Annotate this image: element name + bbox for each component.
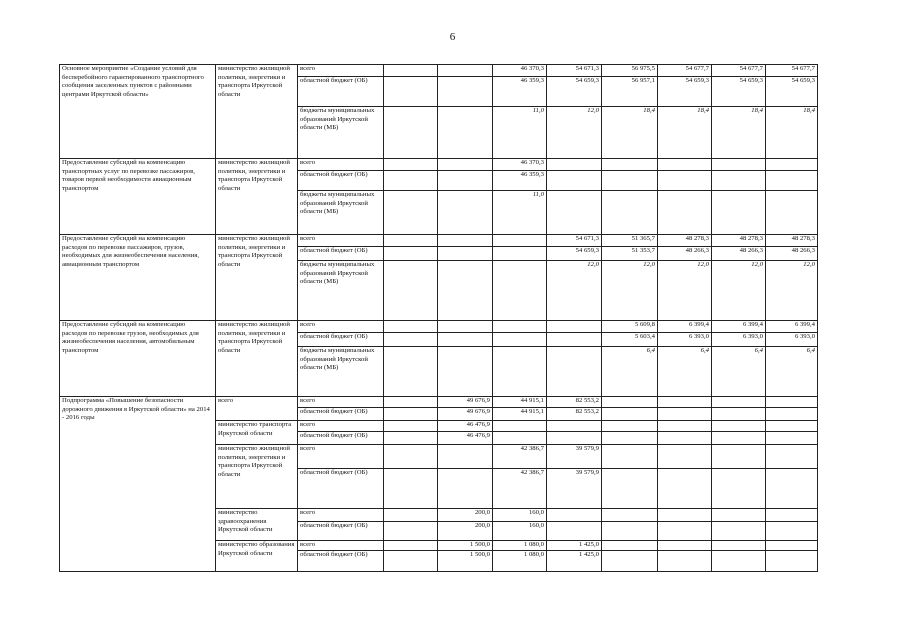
value-cell xyxy=(493,421,547,432)
value-cell: 56 957,1 xyxy=(602,77,658,107)
value-cell: 6,4 xyxy=(766,347,818,397)
budget-table xyxy=(59,64,818,572)
value-cell xyxy=(658,421,712,432)
value-cell: 56 975,5 xyxy=(602,65,658,77)
value-cell xyxy=(658,159,712,171)
value-cell: 46 370,3 xyxy=(493,65,547,77)
table-row xyxy=(60,65,818,77)
value-cell xyxy=(438,77,493,107)
value-cell xyxy=(384,333,438,347)
value-cell: 12,0 xyxy=(547,107,602,159)
value-cell: 12,0 xyxy=(766,261,818,321)
value-cell xyxy=(766,432,818,445)
value-cell xyxy=(384,509,438,522)
value-cell xyxy=(602,397,658,408)
value-cell: 54 677,7 xyxy=(766,65,818,77)
funding-source: всего xyxy=(298,65,384,77)
value-cell xyxy=(712,469,766,509)
value-cell xyxy=(658,171,712,191)
funding-source: областной бюджет (ОБ) xyxy=(298,333,384,347)
executor: министерство жилищной политики, энергетики и транспорта Иркутской области xyxy=(216,235,298,321)
value-cell: 12,0 xyxy=(712,261,766,321)
value-cell: 12,0 xyxy=(658,261,712,321)
value-cell: 46 476,9 xyxy=(438,432,493,445)
value-cell xyxy=(766,191,818,235)
value-cell: 6 399,4 xyxy=(658,321,712,333)
value-cell xyxy=(712,159,766,171)
value-cell xyxy=(602,421,658,432)
value-cell xyxy=(384,445,438,469)
value-cell: 1 425,0 xyxy=(547,550,602,571)
value-cell: 54 659,3 xyxy=(547,77,602,107)
value-cell xyxy=(384,321,438,333)
value-cell: 54 677,7 xyxy=(712,65,766,77)
value-cell xyxy=(658,397,712,408)
value-cell xyxy=(547,347,602,397)
value-cell: 6 393,0 xyxy=(658,333,712,347)
value-cell xyxy=(547,171,602,191)
value-cell xyxy=(602,522,658,541)
value-cell: 18,4 xyxy=(766,107,818,159)
value-cell xyxy=(766,397,818,408)
value-cell xyxy=(602,550,658,571)
value-cell xyxy=(438,347,493,397)
value-cell: 1 425,0 xyxy=(547,541,602,551)
value-cell xyxy=(438,469,493,509)
value-cell xyxy=(438,191,493,235)
value-cell xyxy=(384,159,438,171)
value-cell xyxy=(438,247,493,261)
value-cell: 39 579,9 xyxy=(547,445,602,469)
value-cell xyxy=(766,509,818,522)
table-row xyxy=(60,397,818,408)
value-cell xyxy=(384,432,438,445)
value-cell: 18,4 xyxy=(658,107,712,159)
value-cell xyxy=(438,65,493,77)
value-cell xyxy=(766,541,818,551)
executor: всего xyxy=(216,397,298,421)
value-cell: 11,0 xyxy=(493,107,547,159)
value-cell xyxy=(384,347,438,397)
executor: министерство здравоохранения Иркутской области xyxy=(216,509,298,541)
value-cell xyxy=(547,522,602,541)
value-cell: 1 500,0 xyxy=(438,541,493,551)
subprogram-title: Подпрограмма «Повышение безопасности дорожного движения в Иркутской области» на 2014 - 2016 годы xyxy=(60,397,216,572)
value-cell xyxy=(384,522,438,541)
value-cell: 49 676,9 xyxy=(438,397,493,408)
value-cell xyxy=(602,469,658,509)
value-cell xyxy=(602,408,658,421)
value-cell xyxy=(658,522,712,541)
value-cell: 54 659,3 xyxy=(712,77,766,107)
value-cell: 6,4 xyxy=(712,347,766,397)
value-cell xyxy=(658,469,712,509)
executor: министерство жилищной политики, энергетики и транспорта Иркутской области xyxy=(216,321,298,397)
value-cell xyxy=(658,445,712,469)
value-cell: 54 659,3 xyxy=(766,77,818,107)
value-cell xyxy=(384,77,438,107)
value-cell: 54 677,7 xyxy=(658,65,712,77)
value-cell: 48 278,3 xyxy=(658,235,712,247)
value-cell xyxy=(547,191,602,235)
value-cell xyxy=(766,522,818,541)
value-cell xyxy=(766,550,818,571)
value-cell xyxy=(547,509,602,522)
value-cell: 6,4 xyxy=(658,347,712,397)
value-cell xyxy=(658,432,712,445)
value-cell xyxy=(602,509,658,522)
funding-source: областной бюджет (ОБ) xyxy=(298,247,384,261)
value-cell: 1 500,0 xyxy=(438,550,493,571)
value-cell xyxy=(658,408,712,421)
value-cell xyxy=(384,408,438,421)
value-cell xyxy=(712,522,766,541)
value-cell: 51 353,7 xyxy=(602,247,658,261)
table-row xyxy=(60,235,818,247)
value-cell xyxy=(384,550,438,571)
value-cell xyxy=(384,397,438,408)
value-cell xyxy=(438,171,493,191)
table-row xyxy=(60,321,818,333)
executor: министерство жилищной политики, энергетики и транспорта Иркутской области xyxy=(216,65,298,159)
value-cell: 54 671,3 xyxy=(547,65,602,77)
value-cell xyxy=(384,421,438,432)
funding-source: областной бюджет (ОБ) xyxy=(298,550,384,571)
value-cell: 51 365,7 xyxy=(602,235,658,247)
value-cell xyxy=(658,509,712,522)
value-cell xyxy=(766,408,818,421)
funding-source: областной бюджет (ОБ) xyxy=(298,522,384,541)
value-cell xyxy=(712,541,766,551)
value-cell xyxy=(658,541,712,551)
value-cell: 1 080,0 xyxy=(493,550,547,571)
value-cell: 46 370,3 xyxy=(493,159,547,171)
value-cell: 54 659,3 xyxy=(658,77,712,107)
value-cell: 12,0 xyxy=(602,261,658,321)
value-cell xyxy=(493,247,547,261)
activity-title: Предоставление субсидий на компенсацию транспортных услуг по перевозке пассажиров, товаров первой необходимости авиационным транспортом xyxy=(60,159,216,235)
funding-source: областной бюджет (ОБ) xyxy=(298,432,384,445)
value-cell: 42 386,7 xyxy=(493,445,547,469)
value-cell: 39 579,9 xyxy=(547,469,602,509)
value-cell: 6 399,4 xyxy=(766,321,818,333)
value-cell xyxy=(712,550,766,571)
funding-source: бюджеты муниципальных образований Иркутской области (МБ) xyxy=(298,107,384,159)
value-cell xyxy=(384,235,438,247)
value-cell xyxy=(547,432,602,445)
value-cell xyxy=(547,159,602,171)
value-cell: 48 266,3 xyxy=(658,247,712,261)
value-cell xyxy=(438,333,493,347)
value-cell xyxy=(712,408,766,421)
value-cell: 6 399,4 xyxy=(712,321,766,333)
activity-title: Основное мероприятие «Создание условий для бесперебойного гарантированного транспортного сообщения заселенных пунктов с районными центрами Иркутской области» xyxy=(60,65,216,159)
value-cell xyxy=(712,445,766,469)
funding-source: бюджеты муниципальных образований Иркутской области (МБ) xyxy=(298,261,384,321)
table-row xyxy=(60,159,818,171)
value-cell xyxy=(602,159,658,171)
value-cell: 49 676,9 xyxy=(438,408,493,421)
funding-source: всего xyxy=(298,321,384,333)
value-cell: 160,0 xyxy=(493,509,547,522)
value-cell xyxy=(438,445,493,469)
value-cell xyxy=(602,432,658,445)
value-cell xyxy=(658,550,712,571)
value-cell: 82 553,2 xyxy=(547,397,602,408)
value-cell xyxy=(493,321,547,333)
value-cell xyxy=(384,171,438,191)
value-cell xyxy=(766,171,818,191)
activity-title: Предоставление субсидий на компенсацию расходов по перевозке грузов, необходимых для жизнеобеспечения населения, автомобильным транспортом xyxy=(60,321,216,397)
value-cell xyxy=(712,509,766,522)
activity-title: Предоставление субсидий на компенсацию расходов по перевозке пассажиров, грузов, необходимых для жизнеобеспечения населения, авиационным транспортом xyxy=(60,235,216,321)
value-cell: 6,4 xyxy=(602,347,658,397)
value-cell: 200,0 xyxy=(438,522,493,541)
value-cell xyxy=(712,432,766,445)
value-cell: 44 915,1 xyxy=(493,408,547,421)
funding-source: бюджеты муниципальных образований Иркутской области (МБ) xyxy=(298,347,384,397)
executor: министерство жилищной политики, энергетики и транспорта Иркутской области xyxy=(216,159,298,235)
value-cell: 6 393,0 xyxy=(712,333,766,347)
value-cell: 6 393,0 xyxy=(766,333,818,347)
value-cell xyxy=(766,469,818,509)
value-cell: 48 278,3 xyxy=(712,235,766,247)
funding-source: всего xyxy=(298,159,384,171)
funding-source: всего xyxy=(298,509,384,522)
value-cell: 48 266,3 xyxy=(712,247,766,261)
value-cell xyxy=(547,333,602,347)
value-cell: 200,0 xyxy=(438,509,493,522)
funding-source: всего xyxy=(298,445,384,469)
value-cell: 48 266,3 xyxy=(766,247,818,261)
value-cell xyxy=(547,421,602,432)
value-cell xyxy=(493,333,547,347)
value-cell xyxy=(766,159,818,171)
funding-source: областной бюджет (ОБ) xyxy=(298,469,384,509)
funding-source: всего xyxy=(298,421,384,432)
value-cell: 48 278,3 xyxy=(766,235,818,247)
value-cell xyxy=(712,191,766,235)
executor: министерство жилищной политики, энергетики и транспорта Иркутской области xyxy=(216,445,298,509)
value-cell xyxy=(384,107,438,159)
funding-source: всего xyxy=(298,397,384,408)
value-cell xyxy=(438,107,493,159)
value-cell xyxy=(602,171,658,191)
value-cell xyxy=(712,171,766,191)
value-cell: 82 553,2 xyxy=(547,408,602,421)
value-cell xyxy=(493,432,547,445)
value-cell xyxy=(766,445,818,469)
value-cell xyxy=(384,65,438,77)
value-cell xyxy=(602,541,658,551)
value-cell: 44 915,1 xyxy=(493,397,547,408)
value-cell: 160,0 xyxy=(493,522,547,541)
funding-source: областной бюджет (ОБ) xyxy=(298,171,384,191)
value-cell: 54 659,3 xyxy=(547,247,602,261)
funding-source: областной бюджет (ОБ) xyxy=(298,77,384,107)
value-cell xyxy=(438,261,493,321)
page-number: 6 xyxy=(449,31,456,43)
funding-source: бюджеты муниципальных образований Иркутской области (МБ) xyxy=(298,191,384,235)
funding-source: всего xyxy=(298,541,384,551)
value-cell xyxy=(384,469,438,509)
value-cell xyxy=(384,261,438,321)
value-cell xyxy=(658,191,712,235)
funding-source: всего xyxy=(298,235,384,247)
value-cell: 46 476,9 xyxy=(438,421,493,432)
value-cell xyxy=(438,159,493,171)
value-cell: 54 671,3 xyxy=(547,235,602,247)
value-cell: 5 609,8 xyxy=(602,321,658,333)
value-cell xyxy=(547,321,602,333)
value-cell xyxy=(438,321,493,333)
value-cell xyxy=(712,421,766,432)
value-cell xyxy=(493,235,547,247)
value-cell xyxy=(712,397,766,408)
value-cell: 18,4 xyxy=(712,107,766,159)
value-cell: 1 080,0 xyxy=(493,541,547,551)
value-cell: 5 603,4 xyxy=(602,333,658,347)
value-cell xyxy=(602,191,658,235)
value-cell xyxy=(438,235,493,247)
value-cell xyxy=(384,191,438,235)
value-cell: 46 359,3 xyxy=(493,171,547,191)
value-cell: 18,4 xyxy=(602,107,658,159)
value-cell xyxy=(384,247,438,261)
value-cell xyxy=(602,445,658,469)
value-cell: 46 359,3 xyxy=(493,77,547,107)
value-cell: 11,0 xyxy=(493,191,547,235)
executor: министерство образования Иркутской области xyxy=(216,541,298,572)
value-cell xyxy=(493,261,547,321)
value-cell: 12,0 xyxy=(547,261,602,321)
value-cell xyxy=(493,347,547,397)
value-cell xyxy=(766,421,818,432)
value-cell xyxy=(384,541,438,551)
value-cell: 42 386,7 xyxy=(493,469,547,509)
executor: министерство транспорта Иркутской области xyxy=(216,421,298,445)
funding-source: областной бюджет (ОБ) xyxy=(298,408,384,421)
